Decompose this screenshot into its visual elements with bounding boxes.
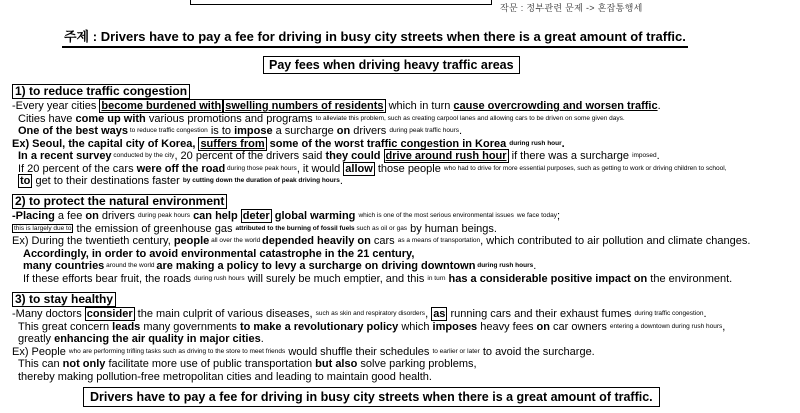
text-line: -Placing a fee on drivers during peak hours can help deter global warming which is one of the most serious environmental issues we face today; [12,210,561,222]
text-line: Ex) People who are performing trifling tasks such as driving to the store to meet friends would shuffle their schedules to earlier or later to avoid the surcharge. [12,345,595,358]
text-line: -Every year cities become burdened with swelling numbers of residents which in turn cause overcrowding and worsen traffic. [12,100,661,112]
text-line: If 20 percent of the cars were off the road during those peak hours, it would allow those people who had to drive for more essential purposes, such as getting to work or driving children to school, [18,162,727,175]
text-line: If these efforts bear fruit, the roads during rush hours will surely be much emptier, and this in turn has a considerable positive impact on the environment. [23,272,733,285]
thesis-statement [62,26,688,48]
top-frame [190,0,492,5]
section-title: 3) to stay healthy [12,292,116,307]
section-protect-environment [12,192,750,285]
text-line: In a recent survey conducted by the city, 20 percent of the drivers said they could drive around rush hour if there was a surcharge imposed. [18,150,660,162]
thesis-label: 주제 : [64,29,98,44]
text-line: Accordingly, in order to avoid environmental catastrophe in the 21 century, [23,247,415,260]
essay-subtitle: Pay fees when driving heavy traffic areas [263,56,520,74]
text-line: Cities have come up with various promotions and programs to alleviate this problem, such as creating carpool lanes and allowing cars to be driven on some given days. [18,112,625,125]
text-line: thereby making pollution-free metropolitan cities and leading to maintain good health. [18,370,432,383]
text-line: One of the best ways to reduce traffic congestion is to impose a surcharge on drivers during peak traffic hours. [18,125,463,137]
text-line: greatly enhancing the air quality in major cities. [18,333,264,345]
section-reduce-congestion [12,82,726,188]
section-title: 2) to protect the natural environment [12,194,227,209]
text-line: this is largely due to the emission of greenhouse gas attributed to the burning of fossil fuels such as oil or gas by human beings. [14,222,497,235]
text-line: Ex) Seoul, the capital city of Korea, suffers from some of the worst traffic congestion in Korea during rush hour. [12,137,565,150]
text-line: to get to their destinations faster by cutting down the duration of peak driving hours. [20,175,343,187]
document-meta: 작문 : 정부관련 문제 -> 혼잡통행세 [500,3,643,13]
thesis-text: Drivers have to pay a fee for driving in busy city streets when there is a great amount of traffic. [100,29,686,44]
text-line: This great concern leads many governments to make a revolutionary policy which imposes heavy fees on car owners entering a downtown during rush hours, [18,320,726,333]
section-title: 1) to reduce traffic congestion [12,84,190,99]
text-line: Ex) During the twentieth century, people all over the world depended heavily on cars as a means of transportation, which contributed to air pollution and climate changes. [12,235,751,247]
text-line: many countries around the world are making a policy to levy a surcharge on driving downtown during rush hours. [23,260,537,272]
text-line: -Many doctors consider the main culprit of various diseases, such as skin and respiratory disorders, as running cars and their exhaust fumes during traffic congestion. [12,308,707,320]
text-line: This can not only facilitate more use of public transportation but also solve parking problems, [18,358,477,370]
section-stay-healthy [12,290,725,383]
conclusion-statement: Drivers have to pay a fee for driving in busy city streets when there is a great amount of traffic. [83,387,660,407]
